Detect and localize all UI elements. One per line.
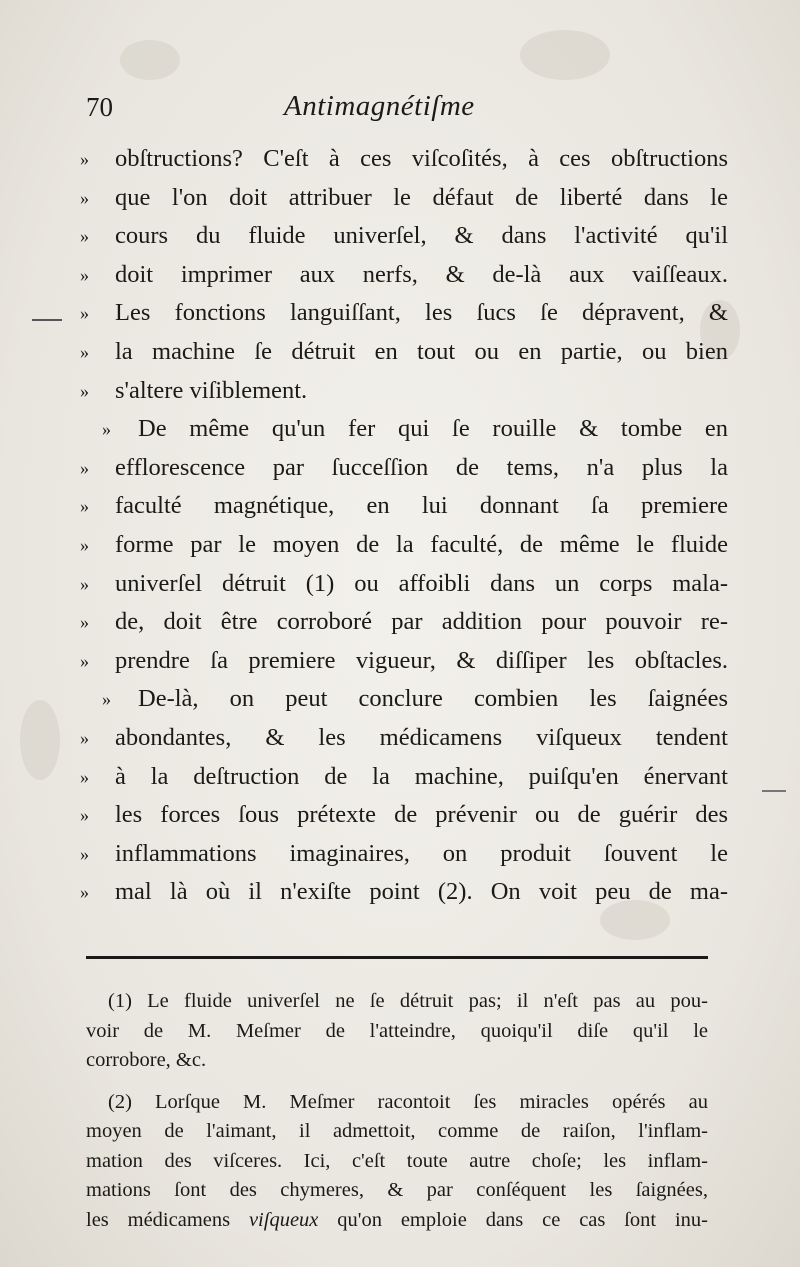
quote-mark: » bbox=[102, 689, 111, 710]
main-text bbox=[80, 140, 728, 912]
text-line bbox=[80, 294, 728, 333]
quote-mark: » bbox=[80, 226, 89, 247]
line-text: abondantes, & les médicamens viſqueux tendent bbox=[115, 723, 728, 751]
quote-mark: » bbox=[80, 149, 89, 169]
quote-mark: » bbox=[80, 882, 89, 903]
footnotes bbox=[86, 987, 708, 1235]
line-text: mal là où il n'exiſte point (2). On voit peu de ma- bbox=[115, 878, 728, 906]
text-line bbox=[80, 526, 728, 565]
page-header bbox=[86, 92, 726, 132]
footnote-1-line: voir de M. Meſmer de l'atteindre, quoiqu'il diſe qu'il le bbox=[86, 1019, 708, 1042]
foxing-spot bbox=[520, 30, 610, 80]
quote-mark: » bbox=[80, 496, 89, 517]
text-line bbox=[80, 372, 720, 411]
line-text: la machine ſe détruit en tout ou en partie, ou bien bbox=[115, 337, 728, 365]
footnote-text: qu'on emploie dans ce cas ſont inu- bbox=[318, 1208, 709, 1231]
margin-mark bbox=[762, 790, 786, 792]
line-text: De-là, on peut conclure combien les ſaignées bbox=[138, 685, 728, 713]
line-text: s'altere viſiblement. bbox=[115, 376, 308, 404]
footnote-2-line: mation des viſceres. Ici, c'eſt toute autre choſe; les inflam- bbox=[86, 1149, 708, 1172]
footnote-2-line bbox=[86, 1206, 708, 1236]
quote-mark: » bbox=[80, 457, 89, 478]
footnote-2-line: (2) Lorſque M. Meſmer racontoit ſes miracles opérés au bbox=[108, 1090, 708, 1113]
text-line bbox=[80, 642, 728, 681]
text-line bbox=[80, 796, 728, 835]
text-line bbox=[80, 333, 728, 372]
footnote-italic-word: viſqueux bbox=[248, 1208, 319, 1231]
line-text: univerſel détruit (1) ou affoibli dans un corps mala- bbox=[115, 569, 728, 597]
quote-mark: » bbox=[80, 766, 89, 787]
line-text: Les fonctions languiſſant, les ſucs ſe dépravent, & bbox=[115, 299, 728, 327]
quote-mark: » bbox=[80, 727, 89, 748]
margin-mark bbox=[32, 319, 62, 321]
footnote-2-line: mations ſont des chymeres, & par conſéquent les ſaignées, bbox=[86, 1179, 708, 1201]
text-line bbox=[80, 217, 728, 256]
text-line bbox=[80, 565, 728, 604]
text-line bbox=[80, 719, 728, 758]
quote-mark: » bbox=[80, 341, 89, 362]
text-line bbox=[80, 140, 728, 179]
text-line bbox=[80, 603, 728, 642]
text-line bbox=[80, 179, 728, 218]
line-text: obſtructions? C'eſt à ces viſcoſités, à ces obſtructions bbox=[115, 145, 728, 172]
footnote-1-line: corrobore, &c. bbox=[86, 1049, 207, 1071]
page-number: 70 bbox=[86, 92, 113, 122]
foxing-spot bbox=[20, 700, 60, 780]
quote-mark: » bbox=[80, 534, 89, 555]
footnote-2-line: moyen de l'aimant, il admettoit, comme de raiſon, l'inflam- bbox=[86, 1120, 708, 1142]
text-line bbox=[80, 256, 728, 295]
text-line bbox=[80, 680, 728, 719]
running-title: Antimagnétiſme bbox=[284, 90, 475, 122]
text-line bbox=[80, 487, 728, 526]
quote-mark: » bbox=[80, 843, 89, 864]
text-line bbox=[80, 449, 728, 488]
quote-mark: » bbox=[80, 187, 89, 208]
line-text: faculté magnétique, en lui donnant ſa premiere bbox=[115, 492, 728, 520]
line-text: de, doit être corroboré par addition pour pouvoir re- bbox=[115, 608, 728, 636]
quote-mark: » bbox=[80, 264, 89, 285]
text-line bbox=[80, 873, 728, 912]
line-text: inflammations imaginaires, on produit ſouvent le bbox=[115, 839, 728, 867]
line-text: De même qu'un fer qui ſe rouille & tombe en bbox=[138, 415, 728, 443]
quote-mark: » bbox=[80, 303, 89, 324]
line-text: efflorescence par ſucceſſion de tems, n'a plus la bbox=[115, 453, 728, 481]
line-text: que l'on doit attribuer le défaut de liberté dans le bbox=[115, 183, 728, 211]
footnote-text: les médicamens bbox=[86, 1208, 249, 1231]
line-text: doit imprimer aux nerfs, & de-là aux vaiſſeaux. bbox=[115, 260, 728, 288]
quote-mark: » bbox=[80, 805, 89, 826]
footnote-rule bbox=[86, 956, 708, 959]
footnote-1-line: (1) Le fluide univerſel ne ſe détruit pas; il n'eſt pas au pou- bbox=[108, 990, 708, 1012]
quote-mark: » bbox=[80, 573, 89, 594]
foxing-spot bbox=[120, 40, 180, 80]
line-text: forme par le moyen de la faculté, de même le fluide bbox=[115, 530, 728, 558]
quote-mark: » bbox=[80, 380, 89, 401]
quote-mark: » bbox=[80, 650, 89, 671]
line-text: prendre ſa premiere vigueur, & diſſiper les obſtacles. bbox=[115, 646, 728, 674]
text-line bbox=[80, 410, 728, 449]
line-text: cours du fluide univerſel, & dans l'activité qu'il bbox=[115, 222, 728, 250]
text-line bbox=[80, 758, 728, 797]
line-text: les forces ſous prétexte de prévenir ou de guérir des bbox=[115, 801, 728, 829]
quote-mark: » bbox=[102, 419, 111, 440]
quote-mark: » bbox=[80, 612, 89, 633]
line-text: à la deſtruction de la machine, puiſqu'en énervant bbox=[115, 762, 728, 790]
text-line bbox=[80, 835, 728, 874]
